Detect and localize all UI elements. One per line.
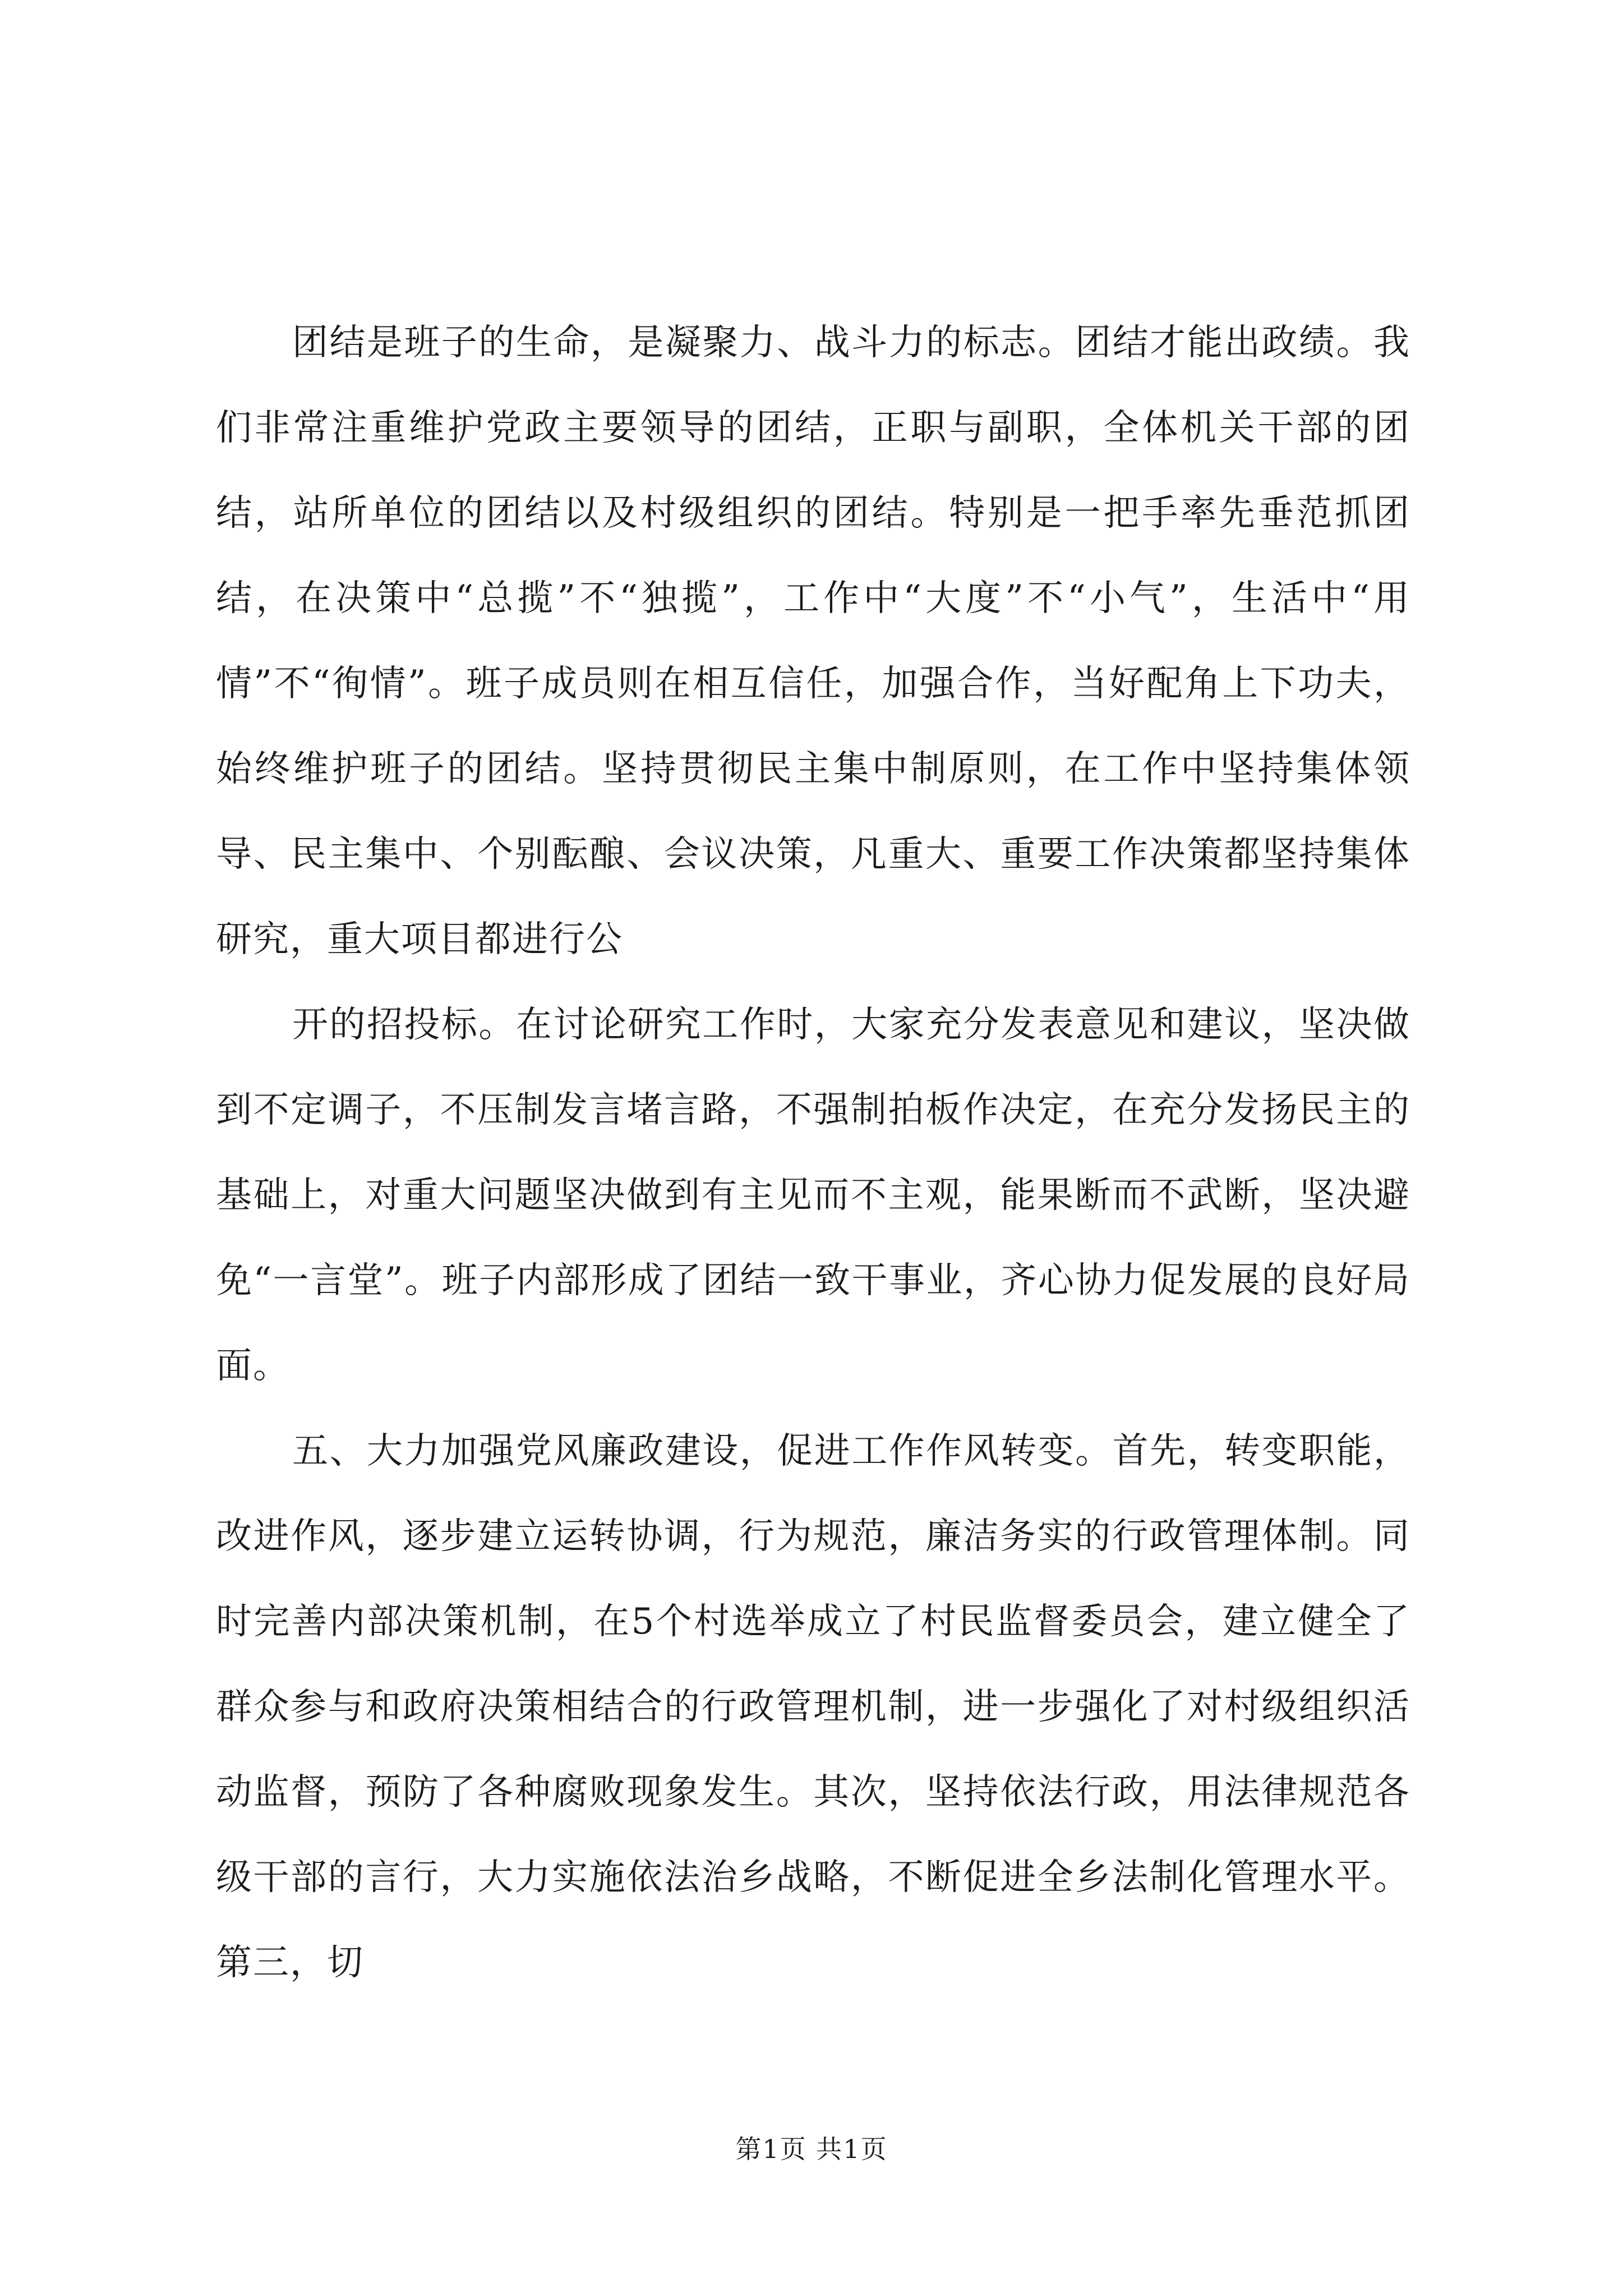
paragraph-2: 开的招投标。在讨论研究工作时，大家充分发表意见和建议，坚决做到不定调子，不压制发言堵言路，不强制拍板作决定，在充分发扬民主的基础上，对重大问题坚决做到有主见而不主观，能果断而不武断，坚决避免“一言堂”。班子内部形成了团结一致干事业，齐心协力促发展的良好局面。 [216,1004,1410,1387]
paragraph-1: 团结是班子的生命，是凝聚力、战斗力的标志。团结才能出政绩。我们非常注重维护党政主要领导的团结，正职与副职，全体机关干部的团结，站所单位的团结以及村级组织的团结。特别是一把手率先垂范抓团结，在决策中“总揽”不“独揽”，工作中“大度”不“小气”，生活中“用情”不“徇情”。班子成员则在相互信任，加强合作，当好配角上下功夫，始终维护班子的团结。坚持贯彻民主集中制原则，在工作中坚持集体领导、民主集中、个别酝酿、会议决策，凡重大、重要工作决策都坚持集体研究，重大项目都进行公 [216,322,1410,960]
page-footer: 第1页 共1页 [735,2134,888,2164]
document-body [216,300,1410,2005]
paragraph-3: 五、大力加强党风廉政建设，促进工作作风转变。首先，转变职能，改进作风，逐步建立运转协调，行为规范，廉洁务实的行政管理体制。同时完善内部决策机制，在5个村选举成立了村民监督委员会，建立健全了群众参与和政府决策相结合的行政管理机制，进一步强化了对村级组织活动监督，预防了各种腐败现象发生。其次，坚持依法行政，用法律规范各级干部的言行，大力实施依法治乡战略，不断促进全乡法制化管理水平。第三，切 [216,1430,1410,1984]
